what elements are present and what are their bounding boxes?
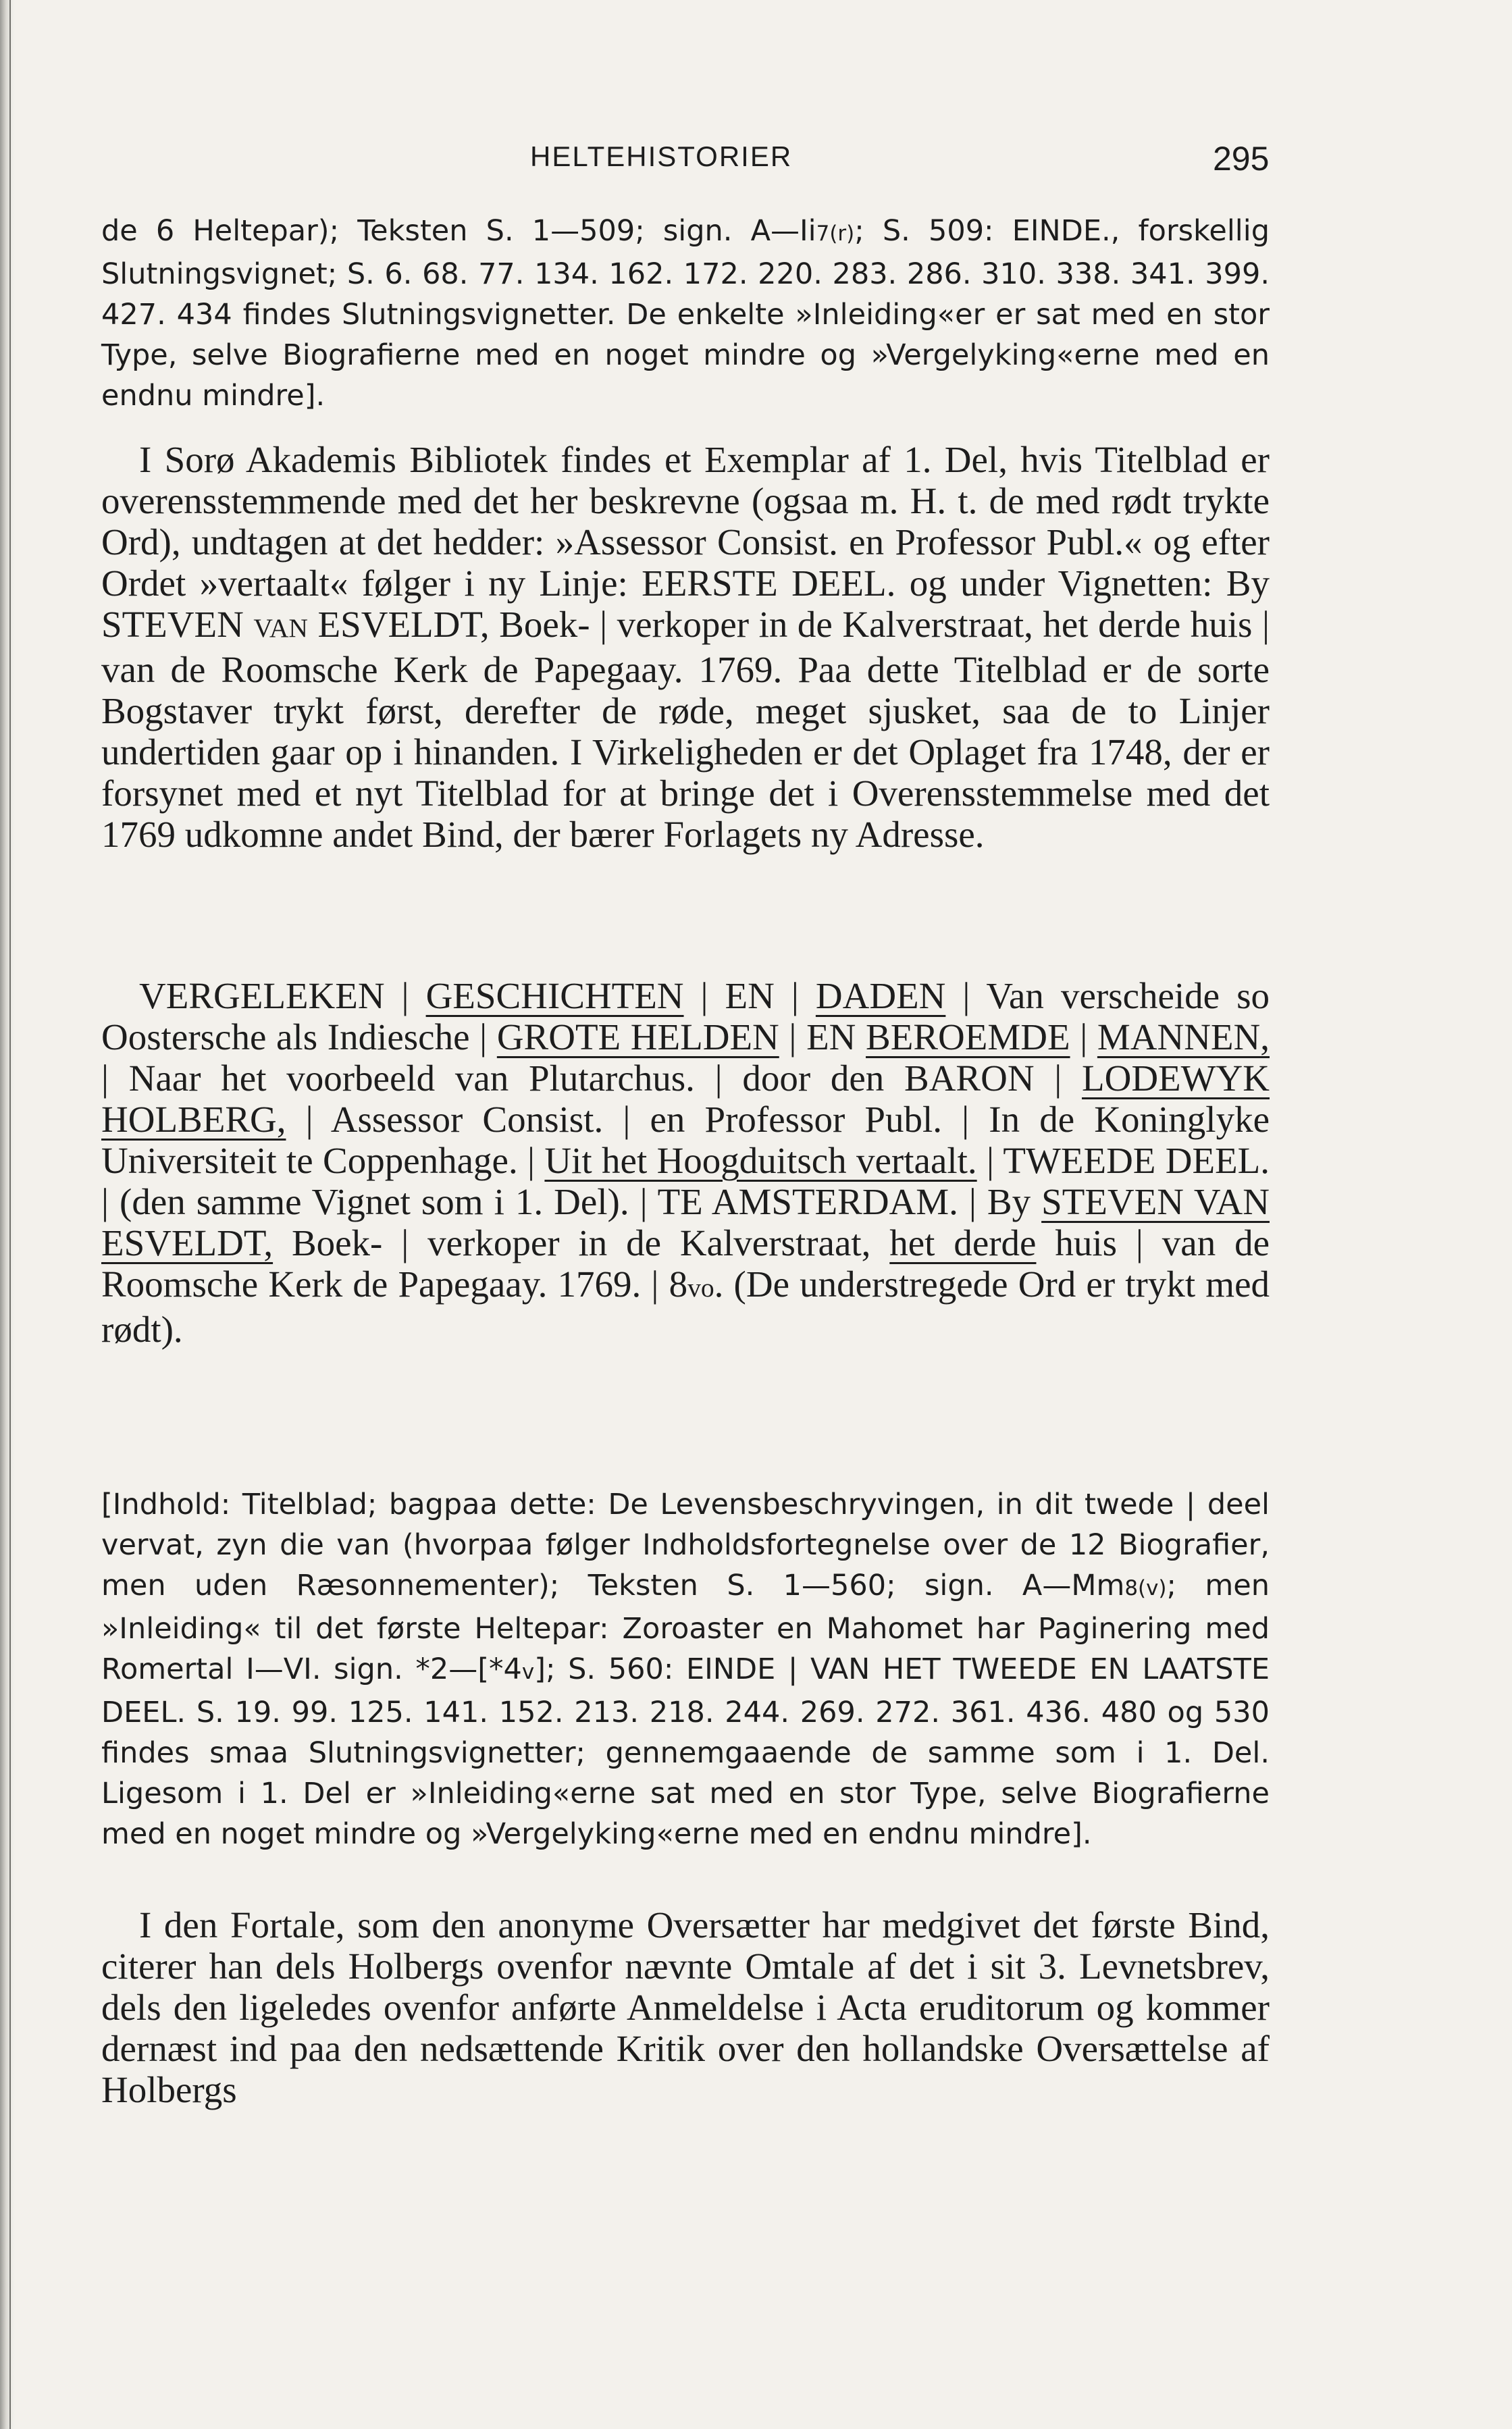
underlined-text: GROTE HELDEN: [496, 1016, 779, 1057]
running-title: HELTEHISTORIER: [530, 140, 793, 172]
text-run: huis | van de Roomsche Kerk de Papegaay. 1769. | 8: [101, 1222, 1270, 1305]
text-run: |: [1070, 1016, 1097, 1057]
underlined-text: DADEN: [815, 975, 946, 1016]
text-run: [Indhold: Titelblad; bagpaa dette: De Levensbeschryvingen, in dit twede | deel vervat, zyn die van (hvorpaa følger Indholdsfortegnelse over de 12 Biografier, men uden Ræsonnementer); Teksten S. 1—560; sign. A—Mm: [101, 1488, 1270, 1602]
paragraph-preface: [101, 1904, 1270, 2110]
text-run: ESVELDT, Boek- | verkoper in de Kalverstraat, het derde huis | van de Roomsche Kerk de Papegaay. 1769. Paa dette Titelblad er de sorte Bogstaver trykt først, derefter de røde, meget sjusket, saa de to Linjer undertiden gaar op i hinanden. I Virkeligheden er det Oplaget fra 1748, der er forsynet med et nyt Titelblad for at bringe det i Overensstemmelse med det 1769 udkomne andet Bind, der bærer Forlagets ny Adresse.: [101, 604, 1270, 855]
subscript-text: 8(v): [1124, 1576, 1167, 1600]
text-run: | Van verscheide so Oostersche als Indiesche |: [101, 975, 1270, 1057]
paragraph-text: [101, 439, 1270, 855]
underlined-text: STEVEN VAN ESVELDT,: [101, 1181, 1270, 1263]
text-run: ; men »Inleiding« til det første Heltepar: Zoroaster en Mahomet har Paginering med Romertal I—VI. sign. *2—[*4: [101, 1569, 1270, 1686]
small-caps-text: VAN: [253, 613, 309, 643]
page-number: 295: [1213, 140, 1270, 178]
subscript-text: v: [521, 1660, 535, 1684]
underlined-text: BEROEMDE: [866, 1016, 1070, 1057]
underlined-text: Uit het Hoogduitsch vertaalt.: [544, 1140, 977, 1181]
underlined-text: het derde: [889, 1222, 1037, 1263]
subscript-text: 7(r): [816, 221, 855, 246]
text-run: I Sorø Akademis Bibliotek findes et Exemplar af 1. Del, hvis Titelblad er overensstemmende med det her beskrevne (ogsaa m. H. t. de med rødt trykte Ord), undtagen at det hedder: »Assessor Consist. en Professor Publ.« og efter Ordet »vertaalt« følger i ny Linje: EERSTE DEEL. og under Vignetten: By STEVEN: [101, 439, 1270, 645]
text-run: de 6 Heltepar); Teksten S. 1—509; sign. A—Ii: [101, 214, 816, 248]
paragraph-text: [101, 211, 1270, 416]
text-run: | Assessor Consist. | en Professor Publ. | In de Koninglyke Universiteit te Coppenhage. |: [101, 1099, 1270, 1181]
paragraph-text: [101, 1484, 1270, 1854]
page-header: [0, 135, 1512, 182]
paragraph-text: [101, 975, 1270, 1350]
text-run: ]; S. 560: EINDE | VAN HET TWEEDE EN LAATSTE DEEL. S. 19. 99. 125. 141. 152. 213. 218. 244. 269. 272. 361. 436. 480 og 530 findes smaa Slutningsvignetter; gennemgaaende de samme som i 1. Del. Ligesom i 1. Del er »Inleiding«erne sat med en stor Type, selve Biografierne med en noget mindre og »Vergelyking«erne med en endnu mindre].: [101, 1652, 1270, 1851]
binding-edge-line: [9, 0, 11, 2429]
paragraph-soro-copy: [101, 439, 1270, 855]
abbreviation-text: vo: [687, 1273, 714, 1303]
paragraph-signature-notes: [101, 211, 1270, 416]
underlined-text: MANNEN,: [1097, 1016, 1270, 1057]
text-run: | Naar het voorbeeld van Plutarchus. | door den BARON |: [101, 1057, 1083, 1099]
paragraph-title-transcription: [101, 975, 1270, 1350]
underlined-text: LODEWYK HOLBERG,: [101, 1057, 1270, 1140]
text-run: VERGELEKEN |: [139, 975, 426, 1016]
text-run: | EN |: [683, 975, 816, 1016]
text-run: ; S. 509: EINDE., forskellig Slutningsvignet; S. 6. 68. 77. 134. 162. 172. 220. 283. 286. 310. 338. 341. 399. 427. 434 findes Slutningsvignetter. De enkelte »Inleiding«er er sat med en stor Type, selve Biografierne med en noget mindre og »Vergelyking«erne med en endnu mindre].: [101, 214, 1270, 413]
text-run: . (De understregede Ord er trykt med rødt).: [101, 1263, 1270, 1350]
underlined-text: GESCHICHTEN: [425, 975, 684, 1016]
paragraph-text: I den Fortale, som den anonyme Oversætter har medgivet det første Bind, citerer han dels Holbergs ovenfor nævnte Omtale af det i sit 3. Levnetsbrev, dels den ligeledes ovenfor anførte Anmeldelse i Acta eruditorum og kommer dernæst ind paa den nedsættende Kritik over den hollandske Oversættelse af Holbergs: [101, 1904, 1270, 2110]
page-gutter-shadow: [0, 0, 15, 2429]
text-run: Boek- | verkoper in de Kalverstraat,: [273, 1222, 890, 1263]
text-run: | TWEEDE DEEL. | (den samme Vignet som i 1. Del). | TE AMSTERDAM. | By: [101, 1140, 1270, 1222]
text-run: | EN: [779, 1016, 866, 1057]
paragraph-contents-notes: [101, 1484, 1270, 1854]
